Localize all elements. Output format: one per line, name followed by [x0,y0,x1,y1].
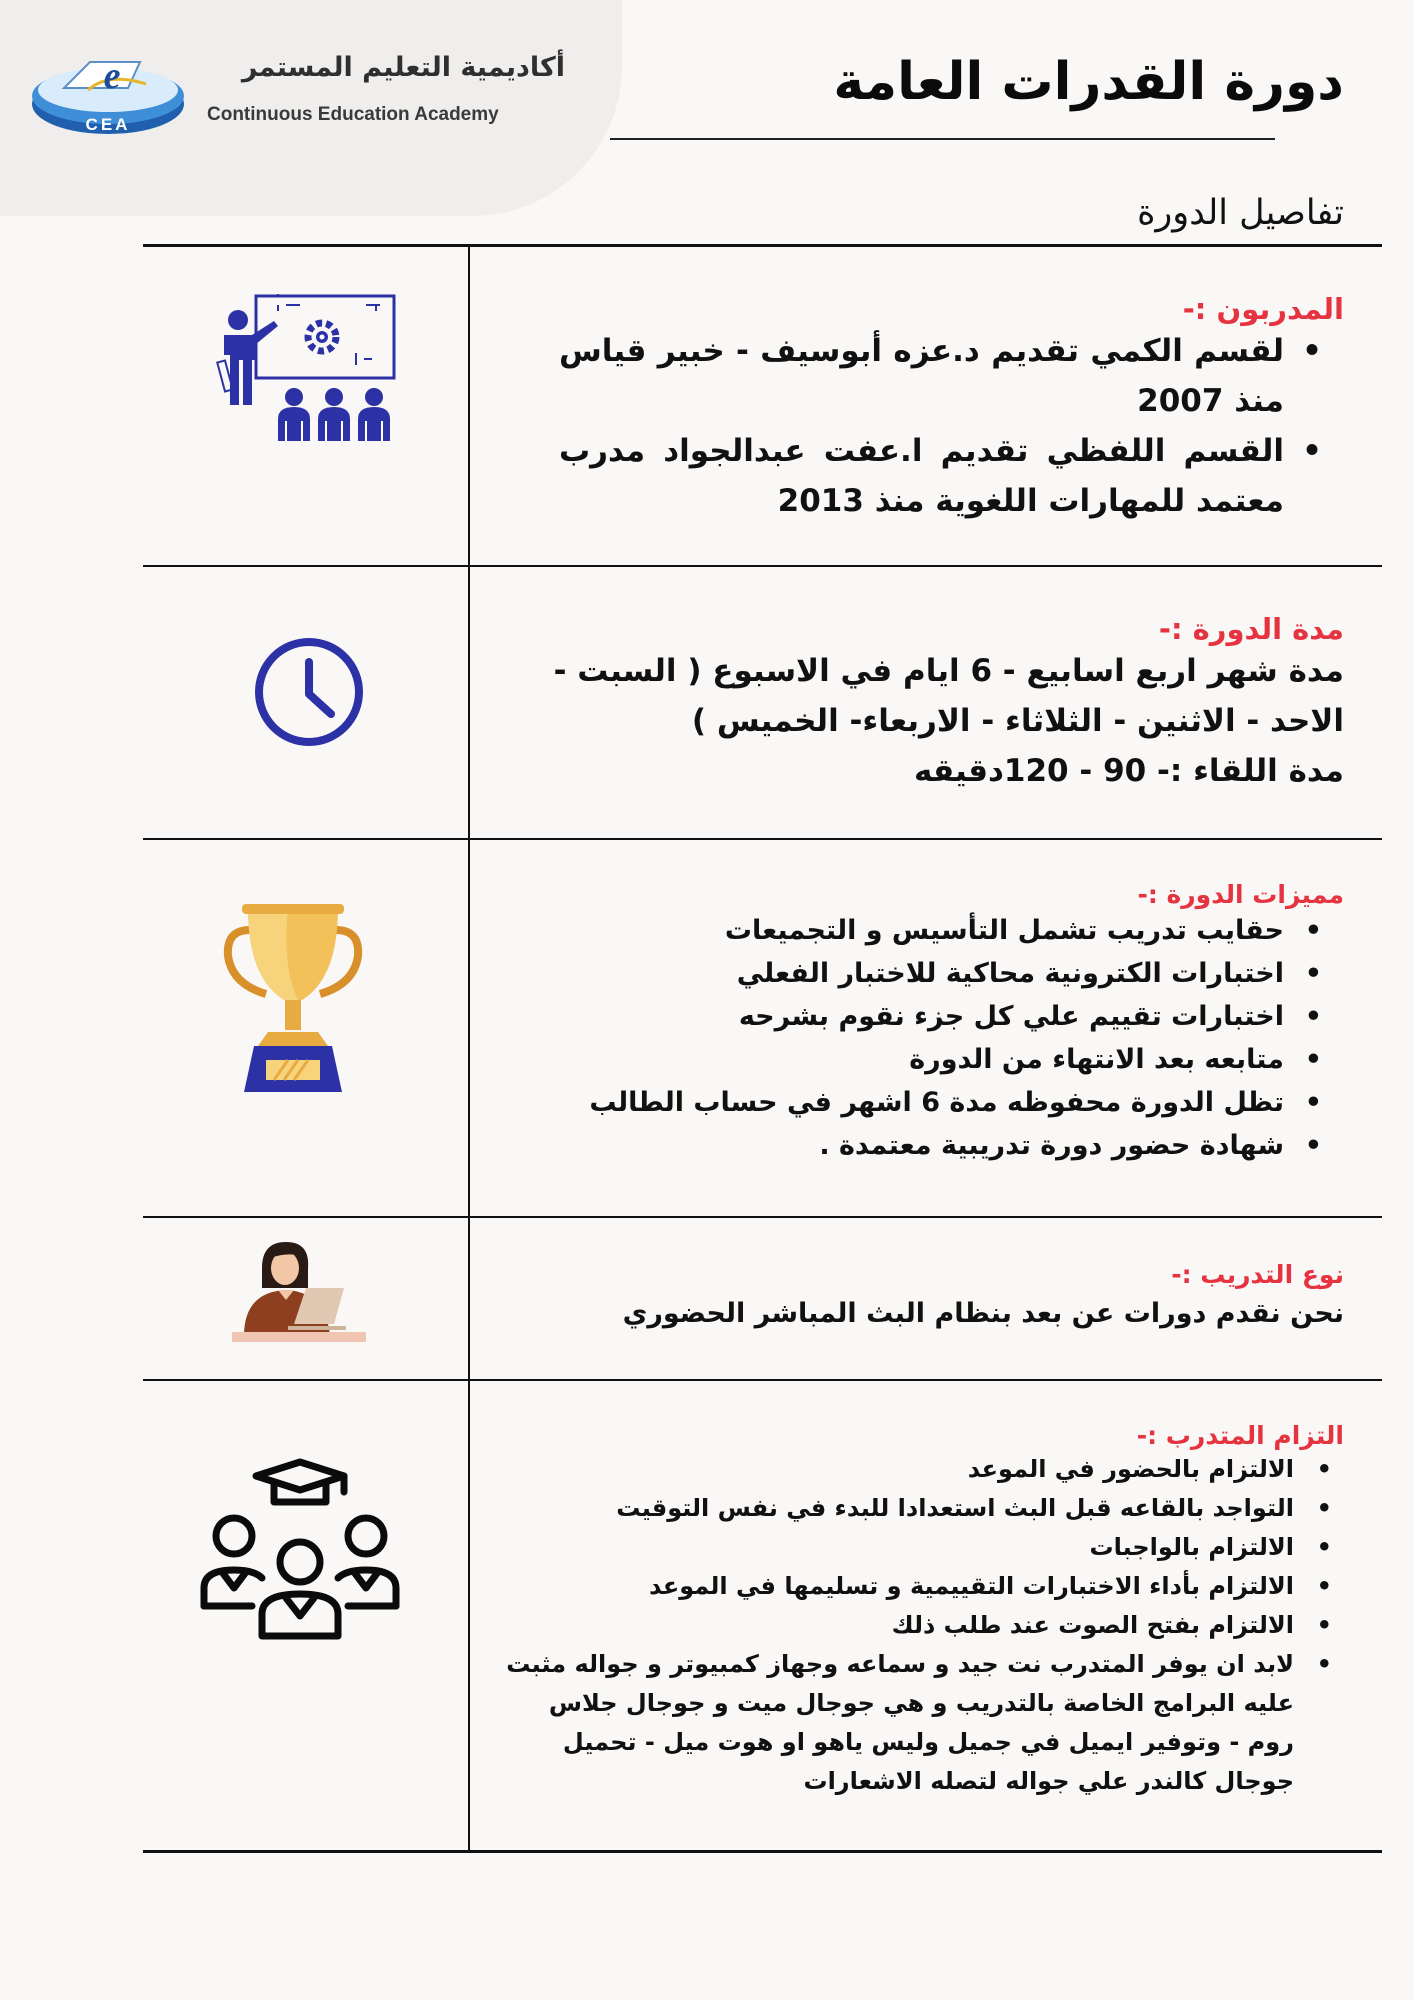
list-item: • اختبارات تقييم علي كل جزء نقوم بشرحه [589,995,1284,1038]
trophy-icon [222,904,364,1094]
duration-title: مدة الدورة :- [1158,612,1344,646]
duration-line: الاحد - الاثنين - الثلاثاء - الاربعاء- الخميس ) [691,703,1344,739]
row-divider [143,838,1382,840]
presentation-icon [216,293,400,443]
commitment-title: التزام المتدرب :- [1136,1421,1344,1450]
page-title: دورة القدرات العامة [833,52,1344,112]
logo-mark-abbr: CEA [85,115,131,134]
list-item: • متابعه بعد الانتهاء من الدورة [589,1038,1284,1081]
duration-line: مدة شهر اربع اسابيع - 6 ايام في الاسبوع ( السبت - [553,653,1344,689]
list-item: • القسم اللفظي تقديم ا.عفت عبدالجواد مدرب معتمد للمهارات اللغوية منذ 2013 [559,426,1284,526]
list-item: • تظل الدورة محفوظه مدة 6 اشهر في حساب الطالب [589,1081,1284,1124]
list-item: • التواجد بالقاعه قبل البث استعدادا للبدء في نفس التوقيت [494,1489,1294,1528]
trainers-list [559,326,1344,526]
list-item: • الالتزام بأداء الاختبارات التقييمية و تسليمها في الموعد [494,1567,1294,1606]
list-item: • الالتزام بالحضور في الموعد [494,1450,1294,1489]
laptop-user-icon [230,1240,368,1344]
duration-section [504,612,1344,796]
training-type-section [623,1260,1344,1339]
training-type-text: نحن نقدم دورات عن بعد بنظام البث المباشر الحضوري [622,1298,1344,1329]
graduates-icon [200,1458,400,1642]
features-section [589,880,1344,1167]
row-divider [143,1216,1382,1218]
list-item: • شهادة حضور دورة تدريبية معتمدة . [589,1124,1284,1167]
logo-name-arabic: أكاديمية التعليم المستمر [241,52,565,83]
features-list [589,909,1284,1167]
logo-name-english: Continuous Education Academy [207,104,499,125]
page-subtitle: تفاصيل الدورة [1137,193,1344,233]
clock-icon [253,636,365,748]
logo-mark-letter: e [103,55,121,97]
row-divider [143,1379,1382,1381]
trainers-section [559,292,1344,526]
cea-logo-icon [28,32,188,142]
training-type-title: نوع التدريب :- [1171,1260,1344,1289]
list-item: • حقايب تدريب تشمل التأسيس و التجميعات [589,909,1284,952]
commitment-list [494,1450,1294,1801]
session-length: مدة اللقاء :- 90 - 120دقيقه [913,753,1344,789]
list-item: • الالتزام بالواجبات [494,1528,1294,1567]
list-item: • لابد ان يوفر المتدرب نت جيد و سماعه وجهاز كمبيوتر و جواله مثبت عليه البرامج الخاصة بالتدريب و هي جوجال ميت و جوجال جلاس روم - وتوفير ايميل في جميل وليس ياهو او هوت ميل - تحميل جوجال كالندر علي جواله لتصله الاشعارات [504,1645,1294,1801]
row-divider [143,565,1382,567]
table-bottom-border [143,1850,1382,1853]
list-item: • الالتزام بفتح الصوت عند طلب ذلك [494,1606,1294,1645]
list-item: • اختبارات الكترونية محاكية للاختبار الفعلي [589,952,1284,995]
trainers-title: المدربون :- [1182,292,1344,326]
title-divider [610,138,1275,140]
table-top-border [143,244,1382,247]
features-title: مميزات الدورة :- [1137,880,1344,909]
list-item: • لقسم الكمي تقديم د.عزه أبوسيف - خبير قياس منذ 2007 [559,326,1284,426]
column-divider [468,247,470,1852]
commitment-section [494,1421,1344,1801]
